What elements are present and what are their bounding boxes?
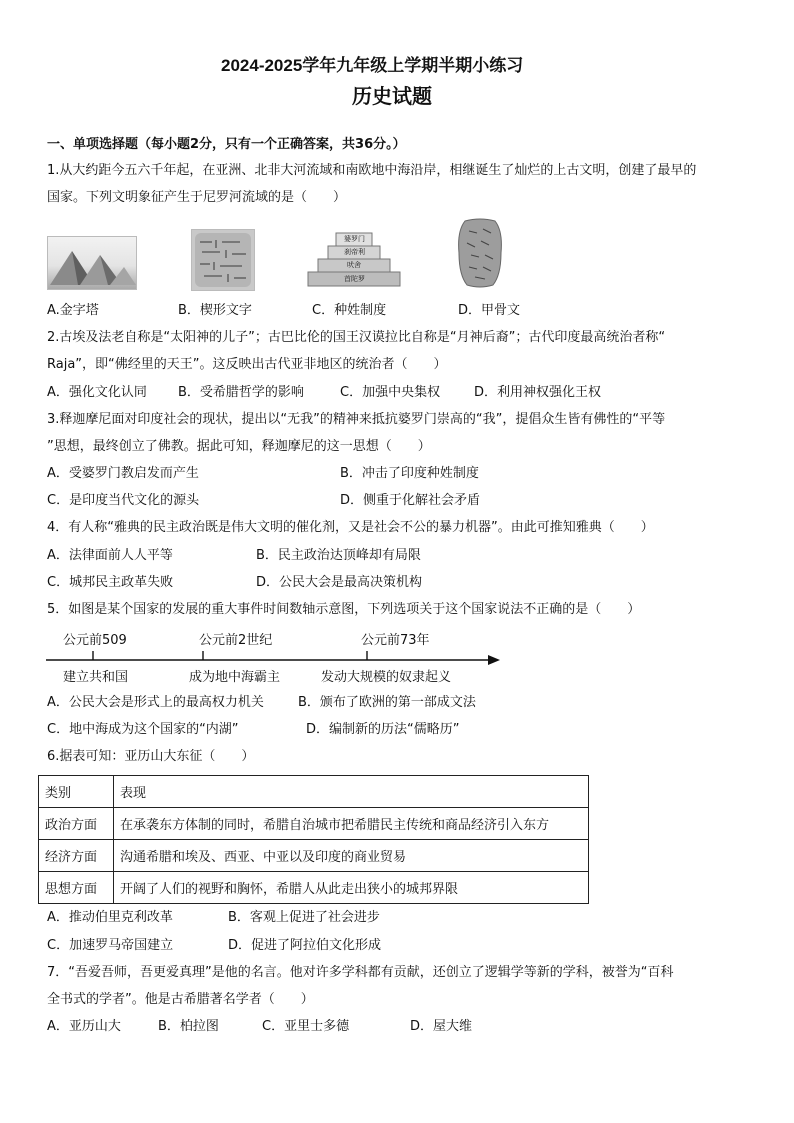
timeline-event-3: 发动大规模的奴隶起义 (321, 670, 452, 685)
timeline-date-1: 公元前509 (63, 633, 127, 648)
question-5-line-1: 5．如图是某个国家的发展的重大事件时间数轴示意图，下列选项关于这个国家说法不正确的是（ ） (47, 602, 641, 617)
q1-option-c[interactable]: C．种姓制度 (312, 303, 387, 318)
question-3-line-1: 3.释迦摩尼面对印度社会的现状，提出以“无我”的精神来抵抗婆罗门崇高的“我”，提倡众生皆有佛性的“平等 (47, 412, 666, 427)
timeline-date-2: 公元前2世纪 (199, 633, 273, 648)
question-2-line-1: 2.古埃及法老自称是“太阳神的儿子”；古巴比伦的国王汉谟拉比自称是“月神后裔”；古代印度最高统治者称“ (47, 330, 666, 345)
exam-title: 2024-2025学年九年级上学期半期小练习 (221, 56, 524, 75)
table-header-category: 类别 (39, 776, 114, 808)
q5-option-b[interactable]: B．颁布了欧洲的第一部成文法 (298, 695, 476, 710)
caste-level-3: 吠舍 (347, 261, 361, 269)
q3-option-c[interactable]: C．是印度当代文化的源头 (47, 493, 200, 508)
q1-option-d[interactable]: D．甲骨文 (458, 303, 521, 318)
table-row (39, 808, 589, 840)
table-row (39, 840, 589, 872)
q2-option-d[interactable]: D．利用神权强化王权 (474, 385, 602, 400)
q1-option-b[interactable]: B．楔形文字 (178, 303, 252, 318)
table-cell: 沟通希腊和埃及、西亚、中亚以及印度的商业贸易 (114, 840, 589, 872)
table-cell: 在承袭东方体制的同时，希腊自治城市把希腊民主传统和商品经济引入东方 (114, 808, 589, 840)
timeline-date-3: 公元前73年 (361, 633, 430, 648)
q3-option-d[interactable]: D．侧重于化解社会矛盾 (340, 493, 481, 508)
pyramids-image (47, 236, 137, 290)
cuneiform-tablet-image (191, 229, 255, 291)
question-4-line-1: 4．有人称“雅典的民主政治既是伟大文明的催化剂，又是社会不公的暴力机器”。由此可推知雅典（ ） (47, 520, 654, 535)
question-2-line-2: Raja”，即“佛经里的天王”。这反映出古代亚非地区的统治者（ ） (47, 357, 447, 372)
q7-option-a[interactable]: A．亚历山大 (47, 1019, 121, 1034)
q3-option-b[interactable]: B．冲击了印度种姓制度 (340, 466, 479, 481)
question-7-line-2: 全书式的学者”。他是古希腊著名学者（ ） (47, 992, 314, 1007)
q4-option-c[interactable]: C．城邦民主政革失败 (47, 575, 174, 590)
caste-level-4: 首陀罗 (344, 275, 365, 283)
q1-option-a[interactable]: A.金字塔 (47, 303, 99, 318)
table-cell: 开阔了人们的视野和胸怀，希腊人从此走出狭小的城邦界限 (114, 872, 589, 904)
q6-option-d[interactable]: D．促进了阿拉伯文化形成 (228, 938, 382, 953)
q2-option-b[interactable]: B．受希腊哲学的影响 (178, 385, 304, 400)
q7-option-b[interactable]: B．柏拉图 (158, 1019, 219, 1034)
table-header-detail: 表现 (114, 776, 589, 808)
q6-option-a[interactable]: A．推动伯里克利改革 (47, 910, 173, 925)
q4-option-b[interactable]: B．民主政治达顶峰却有局限 (256, 548, 421, 563)
caste-level-1: 婆罗门 (344, 235, 365, 243)
q6-table (38, 775, 589, 904)
table-row (39, 872, 589, 904)
question-6-line-1: 6.据表可知：亚历山大东征（ ） (47, 749, 255, 764)
q4-option-a[interactable]: A．法律面前人人平等 (47, 548, 173, 563)
q2-option-c[interactable]: C．加强中央集权 (340, 385, 441, 400)
q6-option-b[interactable]: B．客观上促进了社会进步 (228, 910, 380, 925)
table-cell: 政治方面 (39, 808, 114, 840)
exam-subtitle: 历史试题 (352, 84, 432, 108)
question-1-line-2: 国家。下列文明象征产生于尼罗河流域的是（ ） (47, 190, 347, 205)
q2-option-a[interactable]: A．强化文化认同 (47, 385, 147, 400)
q7-option-c[interactable]: C．亚里士多德 (262, 1019, 350, 1034)
q7-option-d[interactable]: D．屋大维 (410, 1019, 473, 1034)
q4-option-d[interactable]: D．公民大会是最高决策机构 (256, 575, 423, 590)
timeline-event-1: 建立共和国 (63, 670, 129, 685)
q5-option-a[interactable]: A．公民大会是形式上的最高权力机关 (47, 695, 264, 710)
q3-option-a[interactable]: A．受婆罗门教启发而产生 (47, 466, 199, 481)
section-heading: 一、单项选择题（每小题2分，只有一个正确答案，共36分。） (47, 137, 406, 152)
q5-option-d[interactable]: D．编制新的历法“儒略历” (306, 722, 460, 737)
question-7-line-1: 7．“吾爱吾师，吾更爱真理”是他的名言。他对许多学科都有贡献，还创立了逻辑学等新的学科，被誉为“百科 (47, 965, 674, 980)
timeline-event-2: 成为地中海霸主 (189, 670, 281, 685)
caste-level-2: 刹帝利 (344, 248, 365, 256)
table-header-row (39, 776, 589, 808)
table-cell: 经济方面 (39, 840, 114, 872)
oracle-bone-image (455, 217, 505, 289)
caste-pyramid-image (304, 229, 404, 289)
question-3-line-2: ”思想，最终创立了佛教。据此可知，释迦摩尼的这一思想（ ） (47, 439, 431, 454)
question-1-line-1: 1.从大约距今五六千年起，在亚洲、北非大河流域和南欧地中海沿岸，相继诞生了灿烂的上古文明，创建了最早的 (47, 163, 697, 178)
table-cell: 思想方面 (39, 872, 114, 904)
q6-option-c[interactable]: C．加速罗马帝国建立 (47, 938, 174, 953)
q5-option-c[interactable]: C．地中海成为这个国家的“内湖” (47, 722, 239, 737)
